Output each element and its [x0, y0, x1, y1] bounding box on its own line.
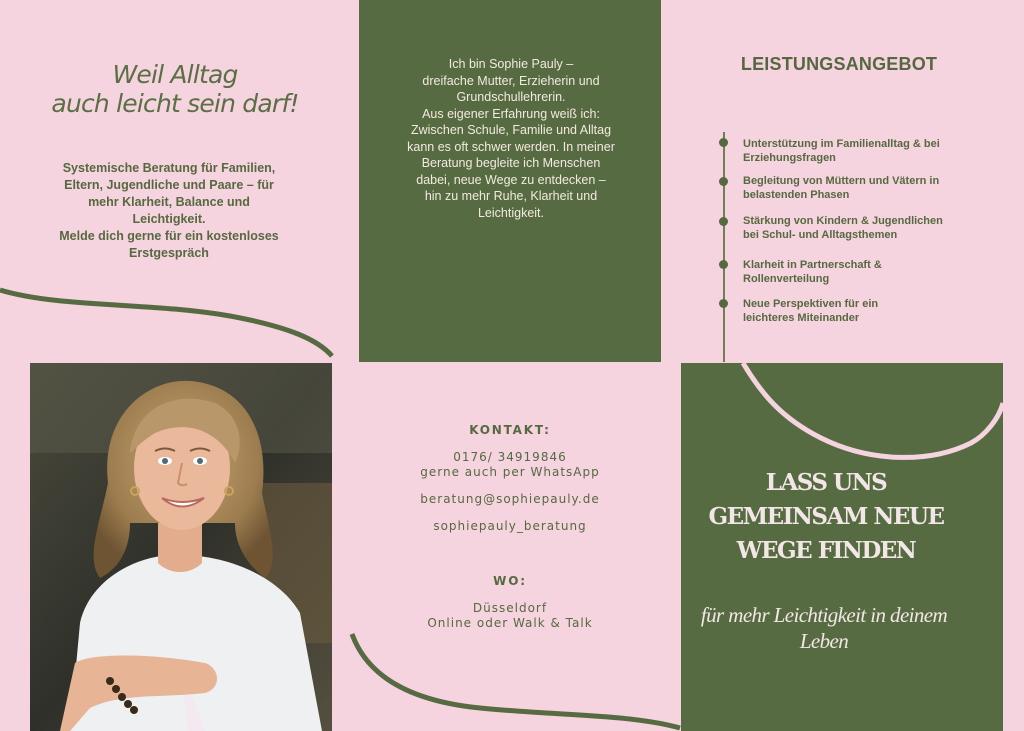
slogan [681, 466, 971, 568]
bullet-dot-icon [719, 299, 728, 308]
service-item-line: belastenden Phasen [743, 189, 850, 201]
slogan-line: GEMEINSAM NEUE [708, 503, 944, 530]
service-item-line: Unterstützung im Familienalltag & bei [743, 138, 940, 150]
tagline-line: Leben [799, 629, 849, 653]
location-note: Online oder Walk & Talk [427, 615, 593, 630]
intro-line: Eltern, Jugendliche und Paare – für [64, 178, 274, 192]
location-heading: WO: [493, 574, 527, 588]
location-block [380, 574, 640, 588]
about-line: Ich bin Sophie Pauly – [448, 57, 574, 71]
location-city: Düsseldorf [472, 601, 548, 615]
slogan-line: LASS UNS [765, 469, 887, 496]
about-line: dabei, neue Wege zu entdecken – [416, 172, 606, 187]
slogan-line: WEGE FINDEN [736, 537, 916, 564]
about-text [382, 56, 640, 221]
contact-phone-block [380, 450, 640, 479]
service-item-line: Stärkung von Kindern & Jugendlichen [743, 215, 943, 227]
contact-phone-note: gerne auch per WhatsApp [420, 464, 600, 479]
contact-email-block [380, 492, 640, 507]
service-item-line: leichteres Miteinander [743, 312, 860, 324]
about-line: Beratung begleite ich Menschen [421, 156, 601, 170]
intro-line: Systemische Beratung für Familien, [62, 161, 276, 175]
bullet-dot-icon [719, 217, 728, 226]
wave-decoration-right [681, 363, 1003, 483]
about-line: Aus eigener Erfahrung weiß ich: [422, 106, 600, 121]
contact-social-handle[interactable]: sophiepauly_beratung [433, 519, 587, 533]
about-line: dreifache Mutter, Erzieherin und [422, 73, 600, 88]
location-details [380, 601, 640, 630]
service-item-line: Erziehungsfragen [743, 152, 836, 164]
contact-email[interactable]: beratung@sophiepauly.de [420, 492, 600, 506]
headline-line-1: Weil Alltag [112, 60, 238, 89]
contact-heading: KONTAKT: [469, 423, 551, 437]
headline [20, 60, 330, 118]
bullet-dot-icon [719, 260, 728, 269]
service-item-line: bei Schul- und Alltagsthemen [743, 229, 898, 241]
intro-line: Melde dich gerne für ein kostenloses [59, 229, 279, 243]
intro-line: Erstgespräch [129, 246, 209, 260]
portrait-photo [30, 363, 332, 731]
portrait-illustration [30, 363, 332, 731]
intro-line: mehr Klarheit, Balance und [88, 195, 250, 209]
service-item-line: Neue Perspektiven für ein [743, 298, 879, 310]
tagline-line: für mehr Leichtigkeit in deinem [700, 603, 948, 627]
headline-line-2: auch leicht sein darf! [51, 89, 299, 118]
service-item [743, 214, 983, 242]
intro-line: Leichtigkeit. [132, 212, 206, 226]
about-line: kann es oft schwer werden. In meiner [407, 139, 615, 154]
service-item-line: Klarheit in Partnerschaft & [743, 259, 882, 271]
service-item [743, 297, 983, 325]
about-line: Leichtigkeit. [477, 205, 544, 220]
contact-phone[interactable]: 0176/ 34919846 [453, 450, 567, 464]
wave-decoration-left [0, 280, 340, 370]
timeline-line [723, 132, 725, 362]
intro-text [38, 160, 300, 262]
service-item [743, 137, 983, 165]
about-line: hin zu mehr Ruhe, Klarheit und [424, 189, 598, 203]
service-item-line: Rollenverteilung [743, 273, 830, 285]
service-item [743, 258, 983, 286]
contact-block [380, 423, 640, 437]
about-line: Zwischen Schule, Familie und Alltag [410, 123, 612, 137]
wave-decoration-bottom [340, 630, 685, 731]
about-line: Grundschullehrerin. [456, 90, 566, 104]
contact-social-block [380, 519, 640, 534]
service-item [743, 174, 983, 202]
tagline [690, 602, 958, 654]
bullet-dot-icon [719, 138, 728, 147]
bullet-dot-icon [719, 177, 728, 186]
service-item-line: Begleitung von Müttern und Vätern in [743, 175, 940, 187]
services-title: LEISTUNGSANGEBOT [740, 54, 938, 74]
